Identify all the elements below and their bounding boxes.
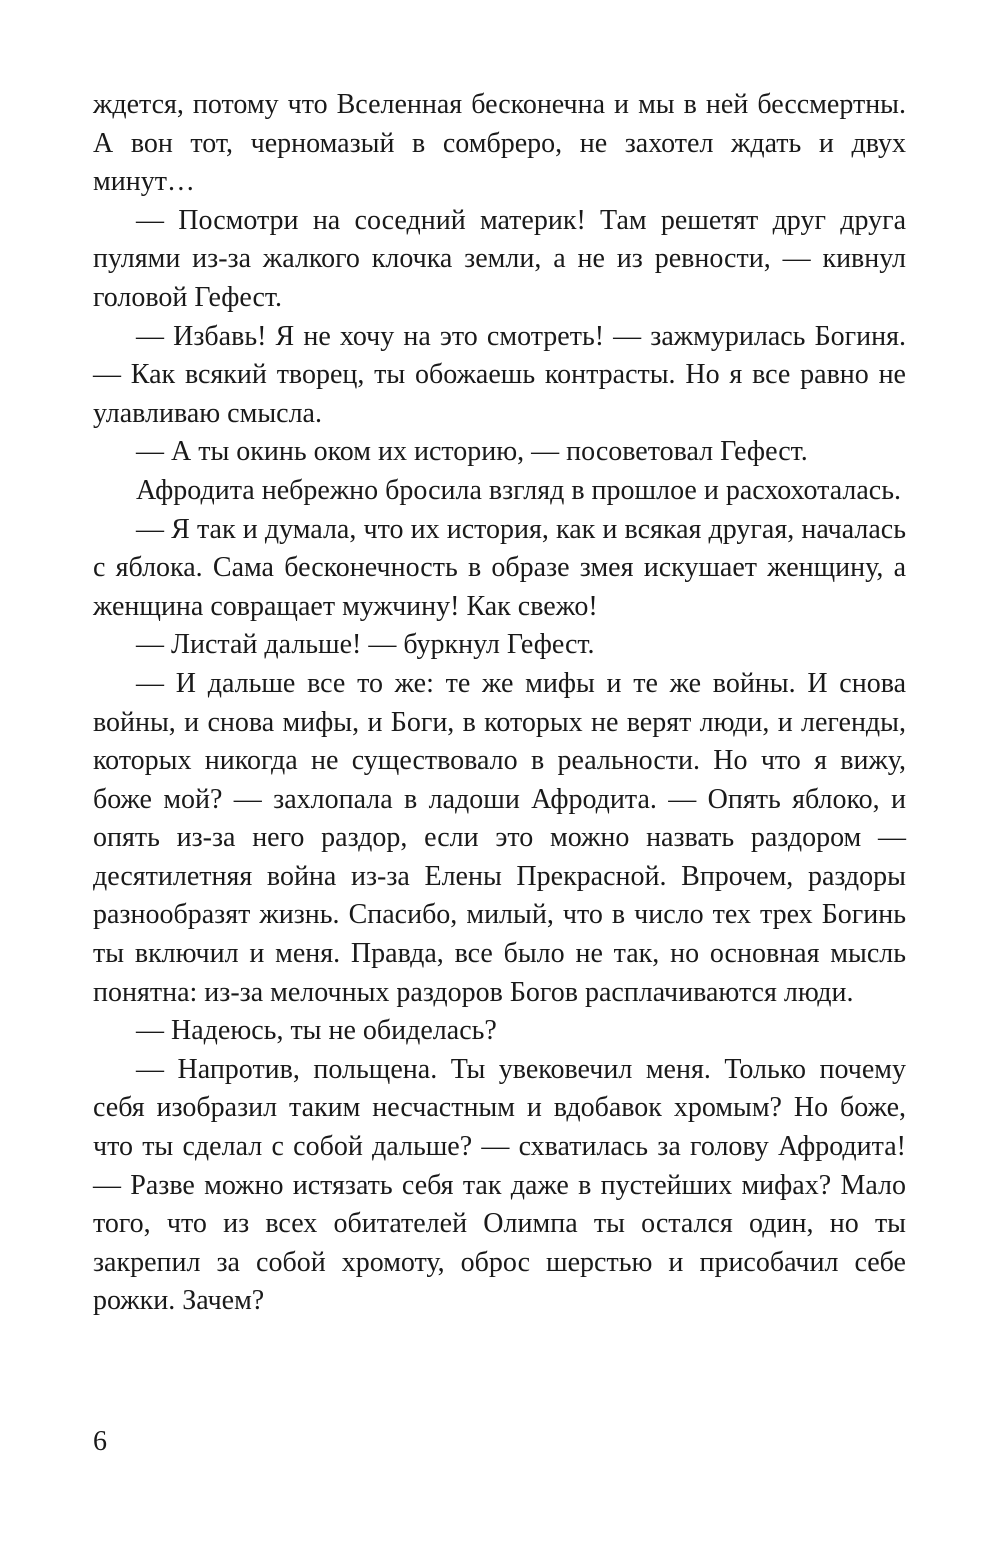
paragraph-dialogue: — Листай дальше! — буркнул Гефест.: [136, 629, 595, 661]
page-number: 6: [93, 1426, 107, 1457]
paragraph-dialogue: — Надеюсь, ты не обиделась?: [136, 1015, 497, 1047]
paragraph-dialogue: — И дальше все то же: те же мифы и те же войны. И снова войны, и снова мифы, и Боги, в которых не верят люди, и легенды, которых никогда не существовало в реальности. Но что я вижу, боже мой? — захлопала в ладоши Афродита. — Опять яблоко, и опять из-за него раздор, если это можно назвать раздором — десятилетняя война из-за Елены Прекрасной. Впрочем, раздоры разнообразят жизнь. Спасибо, милый, что в число тех трех Богинь ты включил и меня. Правда, все было не так, но основная мысль понятна: из-за мелочных раздоров Богов расплачиваются люди.: [93, 667, 906, 1008]
body-text: [93, 86, 906, 1321]
paragraph-dialogue: — Я так и думала, что их история, как и всякая другая, началась с яблока. Сама бесконечность в образе змея искушает женщину, а женщина совращает мужчину! Как свежо!: [93, 513, 906, 622]
paragraph-dialogue: — А ты окинь оком их историю, — посоветовал Гефест.: [136, 436, 808, 468]
paragraph-narration: Афродита небрежно бросила взгляд в прошлое и расхохоталась.: [136, 474, 901, 506]
paragraph-continuation: ждется, потому что Вселенная бесконечна и мы в ней бессмертны. А вон тот, черномазый в сомбреро, не захотел ждать и двух минут…: [93, 89, 906, 198]
paragraph-dialogue: — Посмотри на соседний материк! Там решетят друг друга пулями из-за жалкого клочка земли, а не из ревности, — кивнул головой Гефест.: [93, 204, 906, 313]
paragraph-dialogue: — Избавь! Я не хочу на это смотреть! — зажмурилась Богиня. — Как всякий творец, ты обожаешь контрасты. Но я все равно не улавливаю смысла.: [93, 320, 906, 429]
paragraph-dialogue: — Напротив, польщена. Ты увековечил меня. Только почему себя изобразил таким несчастным и вдобавок хромым? Но боже, что ты сделал с собой дальше? — схватилась за голову Афродита! — Разве можно истязать себя так даже в пустейших мифах? Мало того, что из всех обитателей Олимпа ты остался один, но ты закрепил за собой хромоту, оброс шерстью и присобачил себе рожки. Зачем?: [93, 1053, 906, 1317]
